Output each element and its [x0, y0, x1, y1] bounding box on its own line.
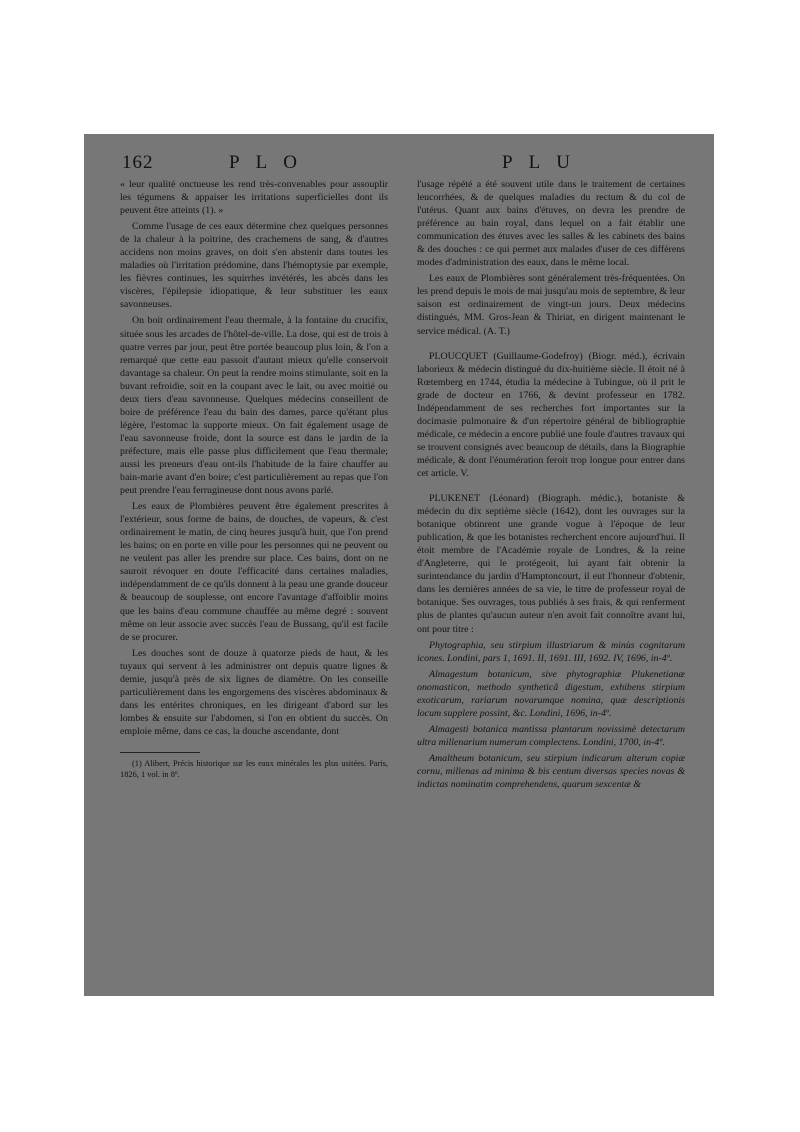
entry-ploucquet: PLOUCQUET (Guillaume-Godefroy) (Biogr. méd.), écrivain laborieux & médecin distingué du dix-huitième siècle. Il étoit né à Rœtemberg en 1744, étudia la médecine à Tubingue, où il prit le grade de docteur en 1766, & devint professeur en 1782. Indépendamment de ses recherches fort importantes sur la docimasie pulmonaire & d'un répertoire général de bibliographie médicale, ce médecin a encore publié une foule d'autres travaux qui se trouvent consignés avec beaucoup de détails, dans la Biographie médicale, & dont l'énumération feroit trop longue pour entrer dans cet article. V. [417, 350, 685, 479]
entry-plukenet: PLUKENET (Léonard) (Biograph. médic.), botaniste & médecin du dix septième siècle (1642), dont les ouvrages sur la botanique obtinrent une grande vogue à l'époque de leur publication, & que les botanistes recherchent encore aujourd'hui. Il étoit membre de l'Académie royale de Londres, & la reine d'Angleterre, qui le protégeoit, lui ayant fait obtenir la surintendance du jardin d'Hamptoncourt, il eut l'honneur d'obtenir, dans les dernières années de sa vie, le titre de professeur royal de botanique. Ses ouvrages, tous publiés à ses frais, & qui renferment plus de plantes qu'aucun auteur n'en avoit fait connoître avant lui, ont pour titre : [417, 493, 685, 635]
work-almagesti-mantissa: Almagesti botanica mantissa plantarum novissimè detectarum ultra millenarium numerum complectens. Londini, 1700, in-4º. [417, 723, 685, 748]
work-phytographia: Phytographia, seu stirpium illustriarum & minùs cognitarum icones. Londini, pars 1, 1691. II, 1691. III, 1692. IV, 1696, in-4º. [417, 639, 685, 664]
paragraph-contraindications: Comme l'usage de ces eaux détermine chez quelques personnes de la chaleur à la poitrine, des crachemens de sang, & d'autres accidens non moins graves, on doit s'en abstenir dans toutes les maladies où l'irritation prédomine, dans l'hémoptysie par exemple, les fièvres continues, les squirrhes invétérés, les abcès dans les viscères, l'épilepsie idiopatique, & leur substituer les eaux savonneuses. [120, 221, 388, 311]
footnote-rule [120, 752, 200, 753]
running-title-right: P L U [502, 152, 576, 173]
paragraph-season: Les eaux de Plombières sont généralement très-fréquentées. On les prend depuis le mois de mai jusqu'au mois de septembre, & leur saison est ordinairement de vingt-un jours. Deux médecins distingués, MM. Gros-Jean & Thiriat, en dirigent maintenant le service médical. (A. T.) [417, 273, 685, 337]
scanned-page [84, 134, 714, 996]
page-number: 162 [122, 152, 154, 173]
paragraph-continuation: l'usage répété a été souvent utile dans le traitement de certaines leucorrhées, & de quelques maladies du rectum & du col de l'utérus. Quant aux bains d'étuves, on devra les prendre de préférence au bain royal, dans lequel on a fait établir une communication des étuves avec les salles & les cabinets des bains & des douches : ce qui permet aux malades d'user de ces différens modes d'administration des eaux, dans le même local. [417, 179, 685, 269]
left-column [120, 178, 388, 780]
work-almagestum: Almagestum botanicum, sive phytographiæ Plukenetianæ onomasticon, methodo syntheticâ digestum, exhibens stirpium exoticarum, rariarum novarumque nomina, quæ descriptionis locum supplere possint, &c. Londini, 1696, in-4º. [417, 668, 685, 719]
paragraph-quote-end: « leur qualité onctueuse les rend très-convenables pour assouplir les tégumens & appaiser les irritations superficielles dont ils peuvent être atteints (1). » [120, 179, 388, 217]
running-title-left: P L O [229, 152, 303, 173]
paragraph-drinking: On boit ordinairement l'eau thermale, à la fontaine du crucifix, située sous les arcades de l'hôtel-de-ville. La dose, qui est de trois à quatre verres par jour, peut être portée beaucoup plus loin, & l'on a remarqué que cette eau passoit d'autant mieux qu'elle conservoit davantage sa chaleur. On peut la rendre moins stimulante, soit en la buvant refroidie, soit en la coupant avec le lait, ou avec moitié ou deux tiers d'eau savonneuse. Quelques médecins conseillent de boire de préférence l'eau du bain des dames, parce qu'étant plus légère, l'estomac la supporte mieux. On fait également usage de l'eau savonneuse froide, dont la source est dans le jardin de la préfecture, mais elle passe plus difficilement que l'eau thermale; aussi les preneurs d'eau ont-ils l'habitude de la faire chauffer au bain-marie avant d'en boire; c'est particulièrement au repas que l'on peut prendre l'eau ferrugineuse dont nous avons parlé. [120, 315, 388, 497]
right-column [417, 178, 685, 794]
paragraph-baths: Les eaux de Plombières peuvent être également prescrites à l'extérieur, sous forme de bains, de douches, de vapeurs, & c'est ordinairement le matin, de cinq heures jusqu'à huit, que l'on prend les bains; on en porte en ville pour les personnes qui ne peuvent ou ne veulent pas aller les prendre sur place. Ces bains, dont on ne sauroit révoquer en doute l'efficacité dans certaines maladies, indépendamment de ce qu'ils donnent à la peau une grande douceur & beaucoup de souplesse, ont encore l'avantage d'affoiblir moins que les bains d'eau commune chauffée au même degré : souvent même on leur associe avec succès l'eau de Bussang, qu'il est facile de se procurer. [120, 501, 388, 643]
work-amaltheum: Amaltheum botanicum, seu stirpium indicarum alterum copiæ cornu, millenas ad minima & bis centum diversas species novas & indictas nominatim comprehendens, quarum sexcentæ & [417, 752, 685, 791]
paragraph-douches: Les douches sont de douze à quatorze pieds de haut, & les tuyaux qui servent à les administrer ont depuis quatre lignes & demie, jusqu'à près de six lignes de diamètre. On les conseille particulièrement dans les engorgemens des viscères abdominaux & dans les entérites chroniques, en les dirigeant d'abord sur les lombes & ensuite sur l'abdomen, si l'on en obtient du succès. On emploie même, dans ce cas, la douche ascendante, dont [120, 647, 388, 737]
footnote: (1) Alibert, Précis historique sur les eaux minérales les plus usitées. Paris, 1826, 1 vol. in 8º. [120, 758, 388, 779]
